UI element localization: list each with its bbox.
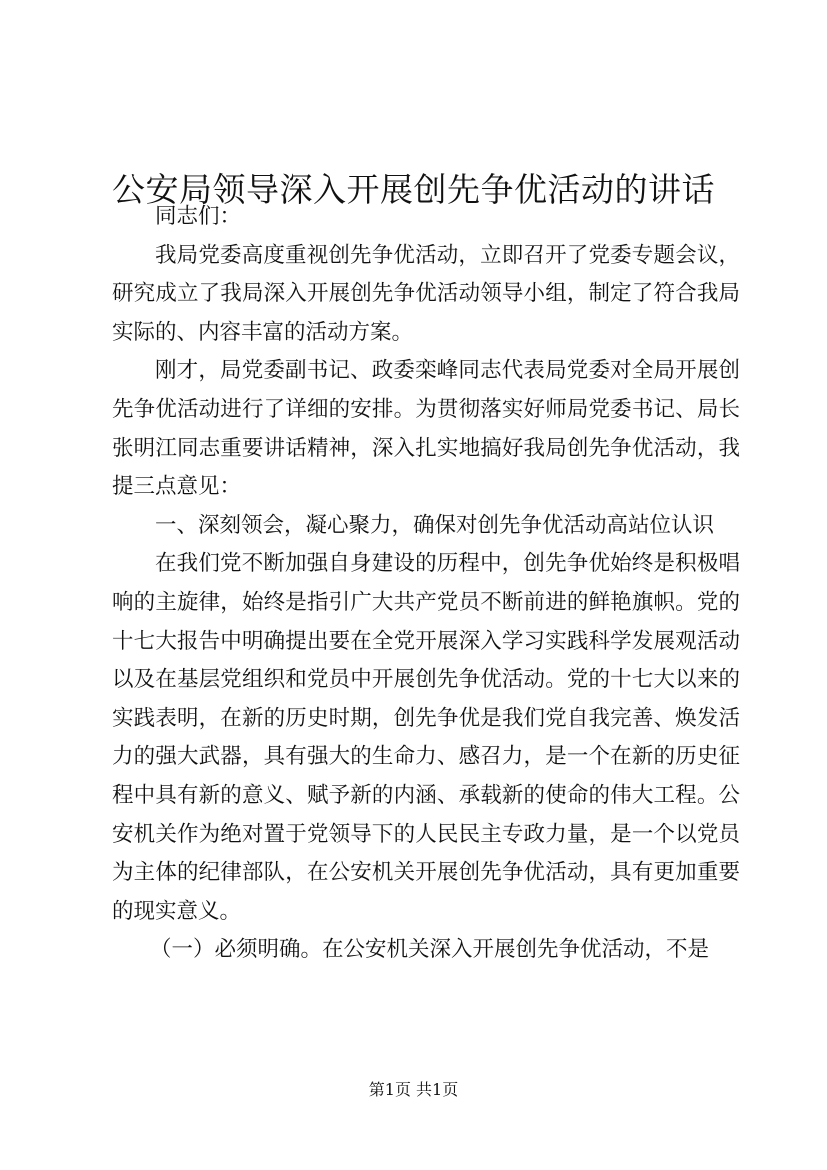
body-paragraph: 刚才，局党委副书记、政委栾峰同志代表局党委对全局开展创先争优活动进行了详细的安排。为贯彻落实好师局党委书记、局长张明江同志重要讲话精神，深入扎实地搞好我局创先争优活动，我提三点意见： — [112, 358, 740, 500]
body-paragraph: 我局党委高度重视创先争优活动，立即召开了党委专题会议，研究成立了我局深入开展创先争优活动领导小组，制定了符合我局实际的、内容丰富的活动方案。 — [112, 242, 740, 345]
page-footer: 第1页 共1页 — [368, 1080, 459, 1099]
subsection-paragraph: （一）必须明确。在公安机关深入开展创先争优活动，不是 — [150, 937, 710, 963]
salutation-paragraph: 同志们： — [155, 204, 242, 229]
body-paragraph: 在我们党不断加强自身建设的历程中，创先争优始终是积极唱响的主旋律，始终是指引广大共产党员不断前进的鲜艳旗帜。党的十七大报告中明确提出要在全党开展深入学习实践科学发展观活动以及在基层党组织和党员中开展创先争优活动。党的十七大以来的实践表明，在新的历史时期，创先争优是我们党自我完善、焕发活力的强大武器，具有强大的生命力、感召力，是一个在新的历史征程中具有新的意义、赋予新的内涵、承载新的使命的伟大工程。公安机关作为绝对置于党领导下的人民民主专政力量，是一个以党员为主体的纪律部队，在公安机关开展创先争优活动，具有更加重要的现实意义。 — [112, 551, 740, 924]
document-body — [112, 198, 740, 970]
section-heading: 一、深刻领会，凝心聚力，确保对创先争优活动高站位认识 — [155, 512, 715, 538]
document-title: 公安局领导深入开展创先争优活动的讲话 — [112, 170, 715, 210]
